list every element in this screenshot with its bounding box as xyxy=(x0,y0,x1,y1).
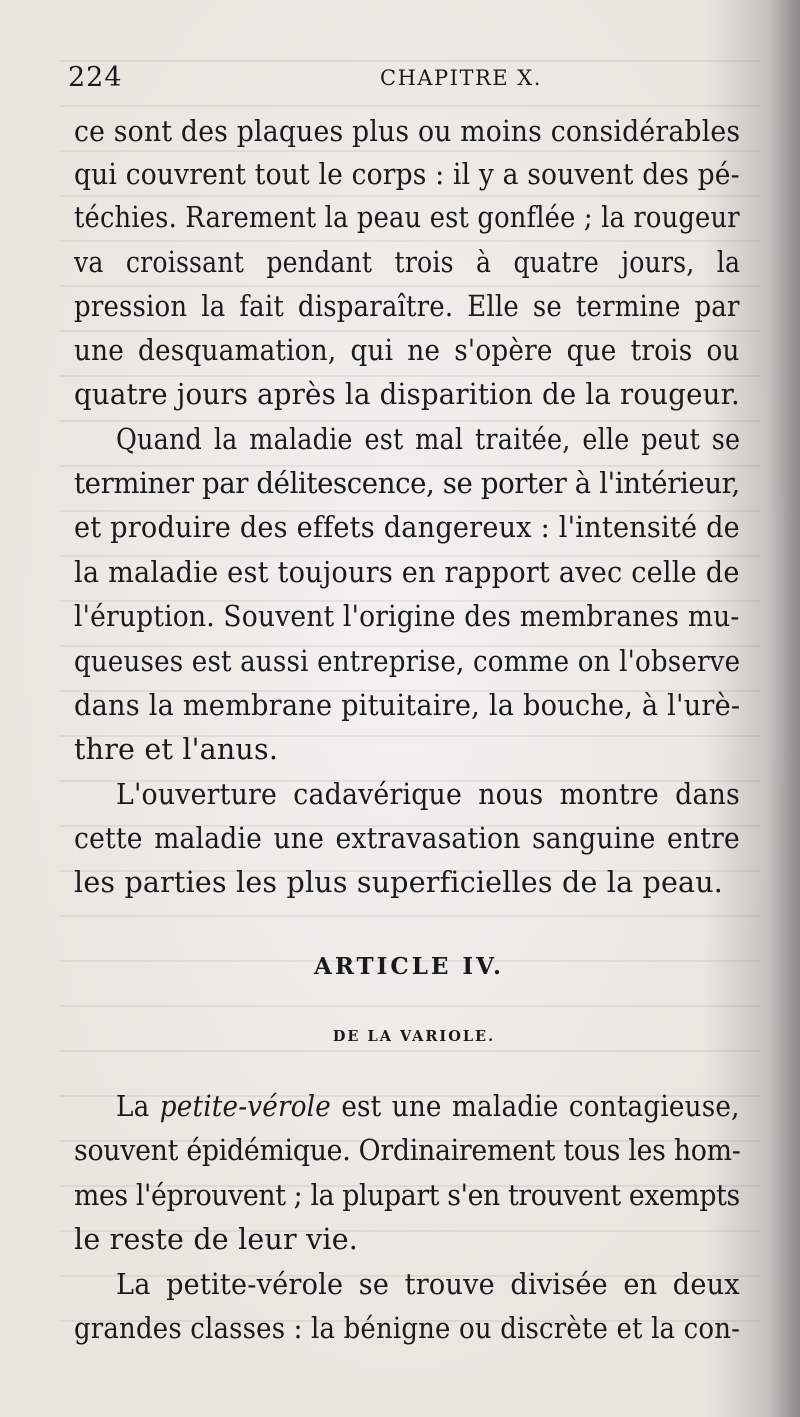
text-line: dans la membrane pituitaire, la bouche, à l'urè- xyxy=(74,689,741,722)
text-line: l'éruption. Souvent l'origine des membranes mu- xyxy=(74,600,740,633)
text-line: ce sont des plaques plus ou moins considérables xyxy=(74,115,741,148)
text-line: les parties les plus superficielles de la peau. xyxy=(74,866,724,899)
text-line: L'ouverture cadavérique nous montre dans xyxy=(116,778,740,811)
text-line: mes l'éprouvent ; la plupart s'en trouvent exempts xyxy=(74,1179,740,1212)
text-line: le reste de leur vie. xyxy=(74,1223,359,1256)
running-head: CHAPITRE X. xyxy=(380,66,542,90)
text-line: souvent épidémique. Ordinairement tous les hom- xyxy=(74,1134,741,1167)
text-line: la maladie est toujours en rapport avec celle de xyxy=(74,556,740,589)
text-line: qui couvrent tout le corps : il y a souvent des pé- xyxy=(74,158,740,191)
text-line: quatre jours après la disparition de la rougeur. xyxy=(74,378,741,411)
text-line: grandes classes : la bénigne ou discrète et la con- xyxy=(74,1312,741,1345)
text-line: thre et l'anus. xyxy=(74,733,279,766)
page-number: 224 xyxy=(68,62,123,93)
italic-term: petite-vérole xyxy=(159,1090,331,1123)
text-line: terminer par délitescence, se porter à l'intérieur, xyxy=(74,467,740,500)
text-line: téchies. Rarement la peau est gonflée ; la rougeur xyxy=(74,201,740,234)
article-intro-line xyxy=(116,1087,740,1127)
text-line: cette maladie une extravasation sanguine entre xyxy=(74,822,740,855)
text-line: et produire des effets dangereux : l'intensité de xyxy=(74,511,740,544)
article-subtitle: DE LA VARIOLE. xyxy=(332,1028,496,1045)
text-line: pression la fait disparaître. Elle se termine par xyxy=(74,290,740,323)
text-line: va croissant pendant trois à quatre jours, la xyxy=(74,246,741,279)
intro-word: La xyxy=(116,1090,150,1123)
text-line: La petite-vérole se trouve divisée en deux xyxy=(116,1268,740,1301)
text-line: queuses est aussi entreprise, comme on l'observe xyxy=(74,645,741,678)
intro-rest: est une maladie contagieuse, xyxy=(330,1090,740,1123)
text-line: une desquamation, qui ne s'opère que trois ou xyxy=(74,334,740,367)
page-header xyxy=(68,60,738,100)
article-title: ARTICLE IV. xyxy=(313,953,505,980)
text-line: Quand la maladie est mal traitée, elle peut se xyxy=(116,423,741,456)
